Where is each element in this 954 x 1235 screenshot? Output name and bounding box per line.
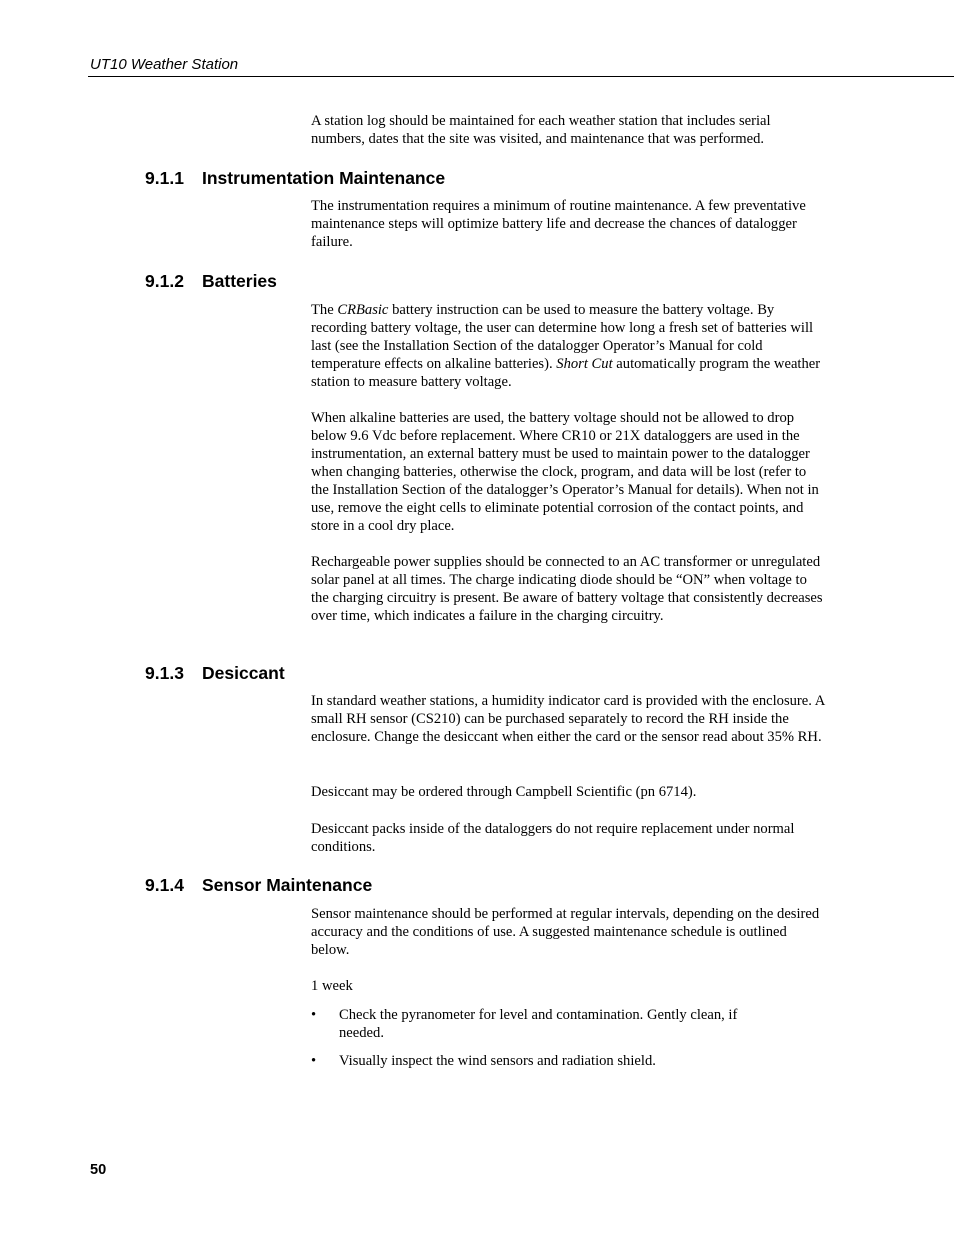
batteries-paragraph-3: Rechargeable power supplies should be connected to an AC transformer or unregulated solar panel at all times. The charge indicating diode should be “ON” when voltage to the charging circuitry is present. Be aware of battery voltage that consistently decreases over time, which indicates a failure in the charging circuitry. [311,554,823,624]
short-cut-term: Short Cut [556,356,613,372]
section-number: 9.1.3 [145,663,184,683]
intro-paragraph: A station log should be maintained for each weather station that includes serial numbers, dates that the site was visited, and maintenance that was performed. [311,113,771,147]
list-item-text: Check the pyranometer for level and contamination. Gently clean, if needed. [339,1007,738,1041]
section-heading-instrumentation-maintenance [145,168,445,188]
list-item [311,1006,826,1042]
text-run: The [311,302,338,318]
batteries-paragraph-1 [311,301,826,391]
desiccant-paragraph-1: In standard weather stations, a humidity indicator card is provided with the enclosure. A small RH sensor (CS210) can be purchased separately to record the RH inside the enclosure. Change the desiccant when either the card or the sensor read about 35% RH. [311,693,825,745]
section-title: Sensor Maintenance [202,875,373,895]
section-title: Desiccant [202,663,285,683]
text-run: automatically program the weather station to measure battery voltage. [311,356,821,390]
page-number: 50 [90,1162,107,1178]
section-heading-batteries [145,271,277,291]
batteries-paragraph-2: When alkaline batteries are used, the battery voltage should not be allowed to drop below 9.6 Vdc before replacement. Where CR10 or 21X dataloggers are used in the instrumentation, an external battery must be used to maintain power to the datalogger when changing batteries, otherwise the clock, program, and data will be lost (refer to the Installation Section of the datalogger’s Operator’s Manual for details). When not in use, remove the eight cells to eliminate potential corrosion of the contact points, and store in a cool dry place. [311,410,819,534]
section-title: Instrumentation Maintenance [202,168,446,188]
running-header-title: UT10 Weather Station [90,56,239,73]
header-rule [88,76,954,77]
bullet-icon: • [311,1053,317,1069]
section-title: Batteries [202,271,277,291]
instrumentation-paragraph: The instrumentation requires a minimum of routine maintenance. A few preventative maintenance steps will optimize battery life and decrease the chances of datalogger failure. [311,198,806,250]
list-item-text: Visually inspect the wind sensors and radiation shield. [339,1053,656,1069]
desiccant-paragraph-3: Desiccant packs inside of the dataloggers do not require replacement under normal conditions. [311,821,795,855]
crbasic-term: CRBasic [337,302,389,318]
section-heading-sensor-maintenance [145,875,372,895]
sensor-maintenance-paragraph: Sensor maintenance should be performed at regular intervals, depending on the desired accuracy and the conditions of use. A suggested maintenance schedule is outlined below. [311,906,820,958]
desiccant-paragraph-2: Desiccant may be ordered through Campbell Scientific (pn 6714). [311,784,697,800]
section-number: 9.1.4 [145,875,184,895]
maintenance-interval-label: 1 week [311,978,353,994]
section-number: 9.1.2 [145,271,184,291]
section-heading-desiccant [145,663,285,683]
text-run: battery instruction can be used to measure the battery voltage. By recording battery voltage, the user can determine how long a fresh set of batteries will last (see the Installation Section of the datalogger Operator’s Manual for cold temperature effects on alkaline batteries). [311,302,814,372]
list-item [311,1052,826,1070]
section-number: 9.1.1 [145,168,184,188]
bullet-icon: • [311,1007,317,1023]
